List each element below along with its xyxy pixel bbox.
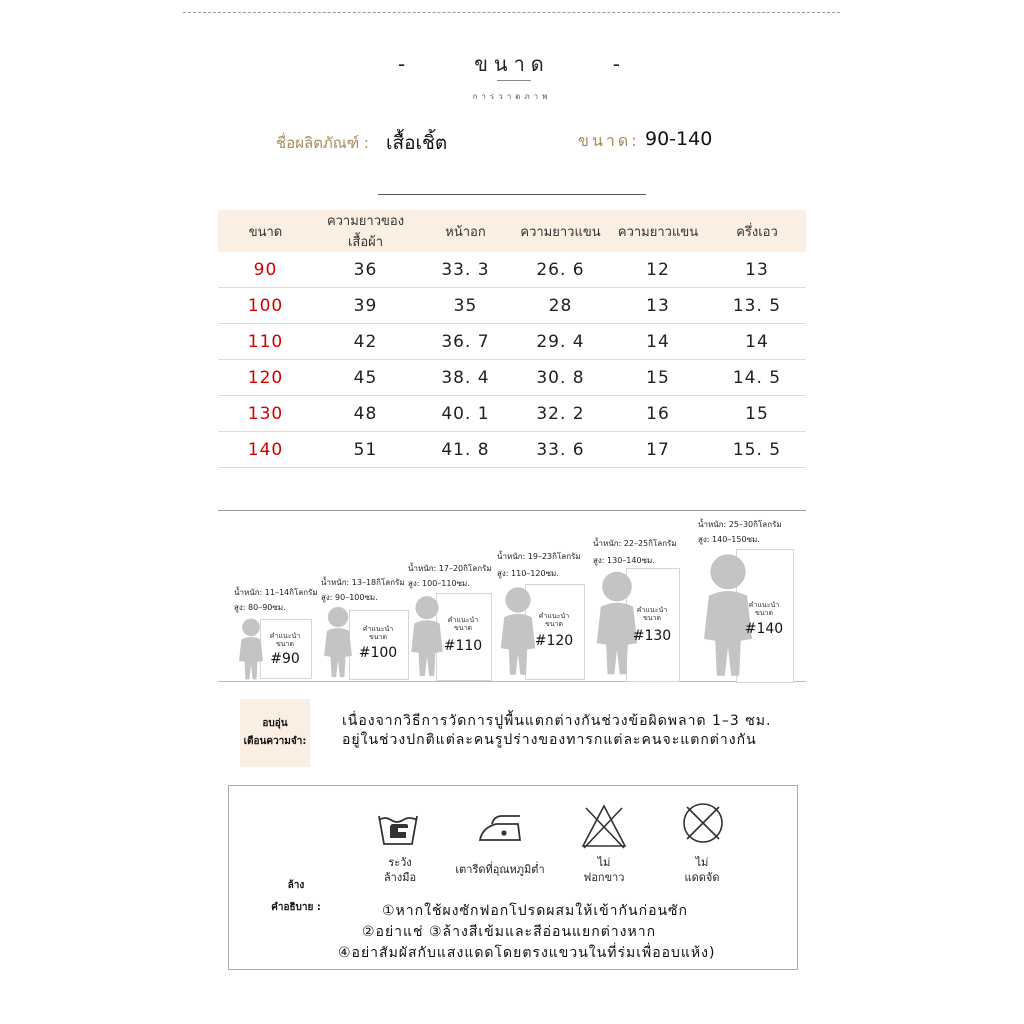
cell-sleeve-2: 13: [608, 288, 708, 324]
cell-size: 120: [218, 360, 313, 396]
notice-label-line1: อบอุ่น: [262, 718, 288, 729]
section-title: [0, 48, 1024, 80]
recommend-text: คำแนะนำ: [362, 625, 394, 633]
care-side-label-line1: ล้าง: [287, 880, 305, 891]
cell-sleeve-1: 33. 6: [513, 432, 608, 468]
cell-size: 140: [218, 432, 313, 468]
no-bleach-icon: [580, 802, 628, 850]
cell-sleeve-1: 28: [513, 288, 608, 324]
size-word-text: ขนาด: [754, 609, 774, 617]
cell-half-waist: 14. 5: [708, 360, 806, 396]
title-text: ขนาด: [474, 52, 550, 76]
recommend-label: [736, 601, 792, 617]
size-word-text: ขนาด: [453, 624, 473, 632]
cell-sleeve-1: 29. 4: [513, 324, 608, 360]
care-caption-line2: ล้างมือ: [383, 871, 417, 884]
recommend-label: [436, 616, 490, 632]
care-caption-line1: ไม่: [695, 856, 709, 869]
cell-length: 48: [313, 396, 418, 432]
cell-half-waist: 13: [708, 252, 806, 288]
figure-size-number: #130: [632, 628, 672, 644]
cell-chest: 40. 1: [418, 396, 513, 432]
cell-chest: 36. 7: [418, 324, 513, 360]
hand-wash-icon: [376, 808, 420, 848]
figure-size-number: #110: [443, 638, 483, 654]
size-word-text: ขนาด: [544, 620, 564, 628]
cell-length: 36: [313, 252, 418, 288]
title-dash-left: -: [398, 52, 412, 76]
recommend-text: คำแนะนำ: [636, 606, 668, 614]
notice-text: [342, 712, 771, 750]
header-sleeve-2: ความยาวแขน: [608, 210, 708, 252]
figure-size-number: #100: [358, 645, 398, 661]
cell-sleeve-2: 12: [608, 252, 708, 288]
recommend-text: คำแนะนำ: [447, 616, 479, 624]
cell-size: 110: [218, 324, 313, 360]
care-instruction-3: ④อย่าสัมผัสกับแสงแดดโดยตรงแขวนในที่ร่มเพื่ออบแห้ง): [338, 945, 716, 961]
cell-sleeve-2: 14: [608, 324, 708, 360]
table-row: [218, 288, 806, 324]
child-silhouette-icon: [495, 584, 541, 678]
cell-sleeve-2: 15: [608, 360, 708, 396]
header-half-waist: ครึ่งเอว: [708, 210, 806, 252]
recommend-label: [260, 632, 310, 648]
figure-height: สูง: 140–150ซม.: [698, 535, 760, 544]
header-chest: หน้าอก: [418, 210, 513, 252]
care-side-label: [256, 875, 336, 919]
cell-sleeve-2: 17: [608, 432, 708, 468]
recommend-text: คำแนะนำ: [538, 612, 570, 620]
recommend-label: [525, 612, 583, 628]
size-range-value: 90-140: [645, 128, 713, 150]
no-tumble-dry-icon: [679, 799, 727, 847]
child-silhouette-icon: [406, 593, 448, 679]
product-name-value: เสื้อเชิ้ต: [386, 132, 448, 154]
table-row: [218, 252, 806, 288]
figure-weight: น้ำหนัก: 19–23กิโลกรัม: [497, 552, 581, 561]
recommend-text: คำแนะนำ: [269, 632, 301, 640]
care-caption-line1: เตารีดที่อุณหภูมิต่ำ: [455, 863, 545, 876]
care-caption-line2: แดดจัด: [684, 871, 720, 884]
cell-sleeve-1: 26. 6: [513, 252, 608, 288]
cell-chest: 38. 4: [418, 360, 513, 396]
figure-size-number: #140: [744, 621, 784, 637]
size-word-text: ขนาด: [642, 614, 662, 622]
figure-weight: น้ำหนัก: 22–25กิโลกรัม: [593, 539, 677, 548]
figures-top-rule: [218, 510, 806, 511]
size-word-text: ขนาด: [368, 633, 388, 641]
title-dash-right: -: [612, 52, 626, 76]
care-caption-line1: ไม่: [597, 856, 611, 869]
cell-half-waist: 13. 5: [708, 288, 806, 324]
child-silhouette-icon: [234, 617, 268, 681]
cell-length: 45: [313, 360, 418, 396]
table-header-row: [218, 210, 806, 252]
cell-length: 51: [313, 432, 418, 468]
notice-line1: เนื่องจากวิธีการวัดการปูพื้นแตกต่างกันช่วงข้อผิดพลาด 1–3 ซม.: [342, 713, 772, 729]
figure-weight: น้ำหนัก: 25–30กิโลกรัม: [698, 520, 782, 529]
cell-length: 39: [313, 288, 418, 324]
care-caption-no-bleach: [568, 855, 640, 885]
figure-size-number: #90: [270, 651, 300, 667]
table-row: [218, 324, 806, 360]
top-dashed-divider: [183, 12, 840, 13]
cell-half-waist: 15. 5: [708, 432, 806, 468]
care-caption-no-tumble-dry: [666, 855, 738, 885]
cell-chest: 35: [418, 288, 513, 324]
cell-half-waist: 14: [708, 324, 806, 360]
figure-weight: น้ำหนัก: 13–18กิโลกรัม: [321, 578, 405, 587]
table-row: [218, 360, 806, 396]
child-silhouette-icon: [319, 605, 357, 679]
figure-height: สูง: 100–110ซม.: [408, 579, 470, 588]
cell-chest: 33. 3: [418, 252, 513, 288]
recommend-text: คำแนะนำ: [748, 601, 780, 609]
header-length: ความยาวของเสื้อผ้า: [313, 210, 418, 252]
cell-sleeve-2: 16: [608, 396, 708, 432]
figure-weight: น้ำหนัก: 17–20กิโลกรัม: [408, 564, 492, 573]
cell-size: 100: [218, 288, 313, 324]
section-subtitle: การวาดภาพ: [472, 92, 552, 101]
care-instruction-1: ①หากใช้ผงซักฟอกโปรดผสมให้เข้ากันก่อนซัก: [382, 903, 689, 919]
figure-size-number: #120: [534, 633, 574, 649]
figure-height: สูง: 90–100ซม.: [321, 593, 378, 602]
cell-sleeve-1: 30. 8: [513, 360, 608, 396]
notice-line2: อยู่ในช่วงปกติแต่ละคนรูปร่างของทารกแต่ละคนจะแตกต่างกัน: [342, 732, 757, 748]
header-sleeve-1: ความยาวแขน: [513, 210, 608, 252]
cell-sleeve-1: 32. 2: [513, 396, 608, 432]
notice-label-line2: เตือนความจำ:: [243, 736, 307, 747]
table-row: [218, 396, 806, 432]
cell-half-waist: 15: [708, 396, 806, 432]
header-size: ขนาด: [218, 210, 313, 252]
care-caption-line2: ฟอกขาว: [583, 871, 625, 884]
cell-size: 90: [218, 252, 313, 288]
recommend-label: [626, 606, 678, 622]
cell-chest: 41. 8: [418, 432, 513, 468]
cell-size: 130: [218, 396, 313, 432]
size-range-label: ขนาด:: [578, 131, 640, 150]
figure-weight: น้ำหนัก: 11–14กิโลกรัม: [234, 588, 318, 597]
table-row: [218, 432, 806, 468]
figure-height: สูง: 130–140ซม.: [593, 556, 655, 565]
recommend-label: [349, 625, 407, 641]
notice-label: [240, 715, 310, 751]
iron-icon: [474, 810, 526, 846]
section-divider: [378, 194, 646, 195]
care-caption-iron: [440, 862, 560, 877]
care-side-label-line2: คำอธิบาย :: [271, 902, 321, 913]
cell-length: 42: [313, 324, 418, 360]
care-caption-line1: ระวัง: [388, 856, 412, 869]
care-instruction-2: ②อย่าแช่ ③ล้างสีเข้มและสีอ่อนแยกต่างหาก: [362, 924, 657, 940]
care-caption-hand-wash: [360, 855, 440, 885]
child-silhouette-icon: [590, 566, 644, 680]
figure-height: สูง: 80–90ซม.: [234, 603, 286, 612]
size-chart-table: [218, 210, 806, 468]
title-underline: [497, 80, 531, 81]
size-word-text: ขนาด: [275, 640, 295, 648]
product-name-label: ชื่อผลิตภัณฑ์ :: [276, 134, 369, 152]
figure-height: สูง: 110–120ซม.: [497, 569, 559, 578]
